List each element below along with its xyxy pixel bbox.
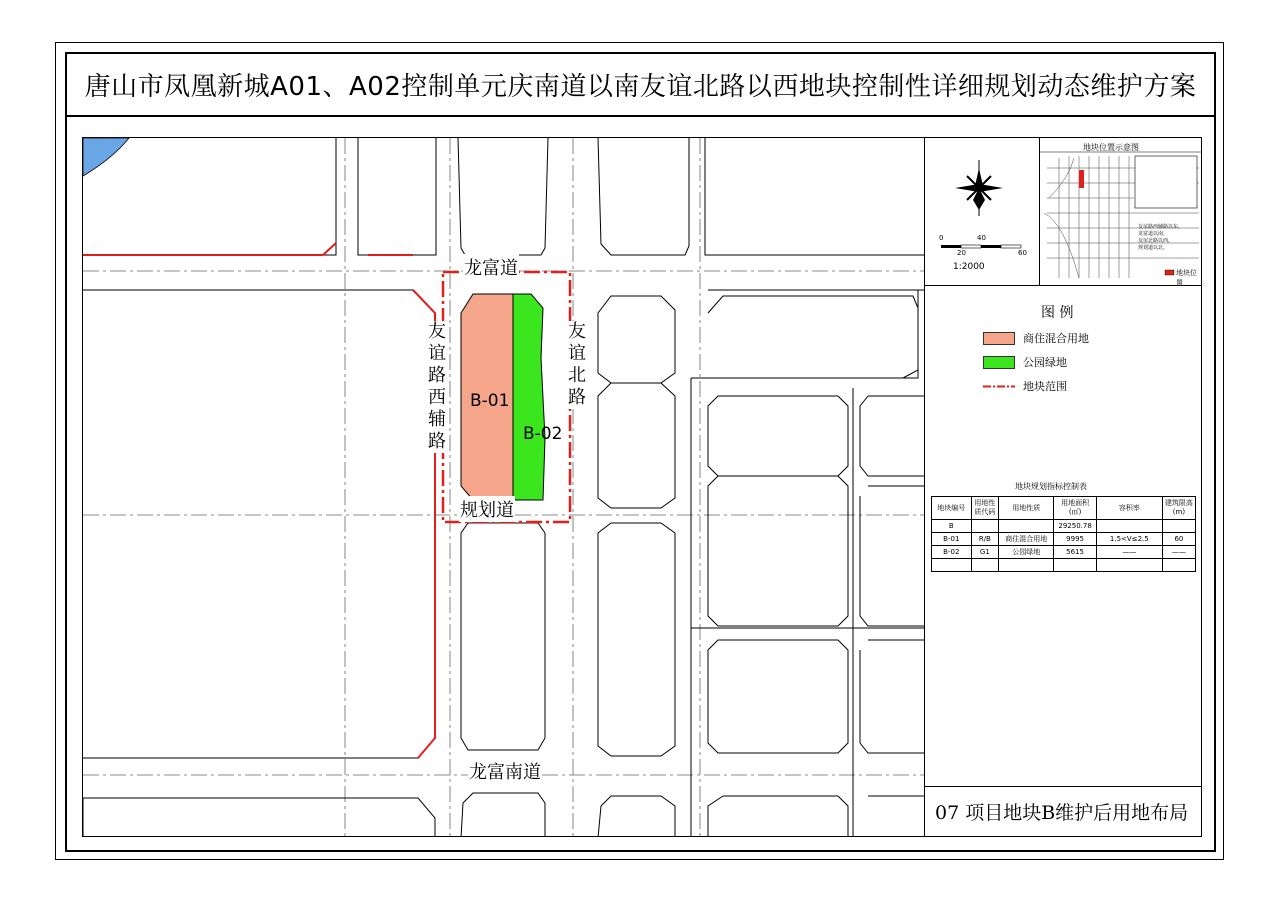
drawing-title: 唐山市凤凰新城A01、A02控制单元庆南道以南友谊北路以西地块控制性详细规划动态维护方案 (84, 72, 1197, 102)
label-youyi-west-aux-road (426, 321, 448, 453)
table-cell: 9995 (1054, 533, 1096, 546)
table-cell: 公园绿地 (999, 546, 1054, 559)
table-cell (1162, 559, 1195, 572)
table-cell (971, 520, 999, 533)
control-table-title: 地块规划指标控制表 (1015, 482, 1087, 491)
compass-box (925, 138, 1040, 286)
table-cell (1162, 520, 1195, 533)
legend-item-park (983, 354, 1067, 370)
water-body (83, 138, 129, 176)
table-header-cell: 用地性质代码 (971, 497, 999, 520)
table-cell: 60 (1162, 533, 1195, 546)
table-cell: 1.5<V≤2.5 (1096, 533, 1162, 546)
legend-label: 公园绿地 (1023, 356, 1067, 369)
east-road-char: 北 (568, 365, 586, 386)
table-cell (971, 559, 999, 572)
table-cell: B-01 (932, 533, 972, 546)
table-row (932, 533, 1196, 546)
table-header-cell: 容积率 (1096, 497, 1162, 520)
drawing-caption: 07 项目地块B维护后用地布局 (935, 802, 1189, 824)
label-planned-road: 规划道 (459, 496, 515, 522)
table-header-cell: 建筑限高(m) (1162, 497, 1195, 520)
title-bar (67, 54, 1214, 117)
location-note-line: 友谊北路以西, (1138, 238, 1170, 244)
east-road-char: 友 (568, 321, 586, 342)
table-cell (1096, 559, 1162, 572)
table-cell (1054, 559, 1096, 572)
park-swatch (983, 356, 1015, 369)
table-row (932, 546, 1196, 559)
table-cell: G1 (971, 546, 999, 559)
map-canvas (83, 138, 925, 837)
east-road-char: 谊 (568, 343, 586, 364)
table-cell (999, 559, 1054, 572)
table-cell (999, 520, 1054, 533)
table-cell: R/B (971, 533, 999, 546)
label-parcel-b01: B-01 (470, 391, 510, 411)
legend-section (925, 286, 1201, 456)
top-info-section (925, 138, 1201, 286)
table-header-cell: 用地性质 (999, 497, 1054, 520)
label-longfu-south-road: 龙富南道 (468, 758, 542, 784)
table-cell: —— (1162, 546, 1195, 559)
table-cell: 5615 (1054, 546, 1096, 559)
east-road-char: 路 (568, 387, 586, 408)
table-cell: 商住混合用地 (999, 533, 1054, 546)
west-road-char: 谊 (428, 343, 446, 364)
table-cell: 29250.78 (1054, 520, 1096, 533)
legend-item-mixed-use (983, 330, 1089, 346)
west-road-char: 辅 (428, 409, 446, 430)
control-table (931, 496, 1196, 572)
scale-tick-20: 20 (957, 249, 966, 257)
location-note-line: 规划道以北。 (1138, 245, 1169, 251)
parcel-b02 (513, 294, 545, 500)
scale-tick-0: 0 (939, 234, 944, 242)
legend-label: 地块范围 (1023, 380, 1067, 393)
table-cell: —— (1096, 546, 1162, 559)
table-row (932, 559, 1196, 572)
table-row (932, 520, 1196, 533)
scale-tick-40: 40 (977, 234, 986, 242)
legend-label: 商住混合用地 (1023, 332, 1089, 345)
table-header-cell: 地块编号 (932, 497, 972, 520)
west-road-char: 路 (428, 431, 446, 452)
red-road-edges (83, 243, 435, 758)
location-marker-label: 地块位置 (1176, 269, 1197, 287)
label-longfu-road: 龙富道 (463, 254, 519, 280)
label-youyi-north-road (566, 321, 588, 409)
west-road-char: 路 (428, 365, 446, 386)
boundary-line-icon (983, 381, 1015, 392)
table-header-row (932, 497, 1196, 520)
label-parcel-b02: B-02 (523, 424, 563, 444)
table-cell (932, 559, 972, 572)
planning-map (82, 137, 925, 837)
mixed-use-swatch (983, 332, 1015, 345)
legend-title: 图 例 (1041, 305, 1074, 321)
scale-ratio: 1:2000 (953, 262, 985, 272)
location-note-line: 友谊路西辅路以东, (1138, 224, 1180, 230)
table-cell: B-02 (932, 546, 972, 559)
location-map-title: 地块位置示意图 (1083, 143, 1139, 152)
side-panel (924, 137, 1202, 837)
location-note-line: 龙富道以南, (1138, 231, 1165, 237)
location-note (1138, 224, 1180, 252)
table-cell: B (932, 520, 972, 533)
location-map-sketch (1039, 138, 1201, 286)
table-cell (1096, 520, 1162, 533)
west-road-char: 西 (428, 387, 446, 408)
caption-section (925, 786, 1201, 836)
west-road-char: 友 (428, 321, 446, 342)
table-header-cell: 用地面积(㎡) (1054, 497, 1096, 520)
legend-item-boundary (983, 378, 1067, 394)
location-map-box (1039, 138, 1201, 286)
scale-tick-60: 60 (1018, 249, 1027, 257)
